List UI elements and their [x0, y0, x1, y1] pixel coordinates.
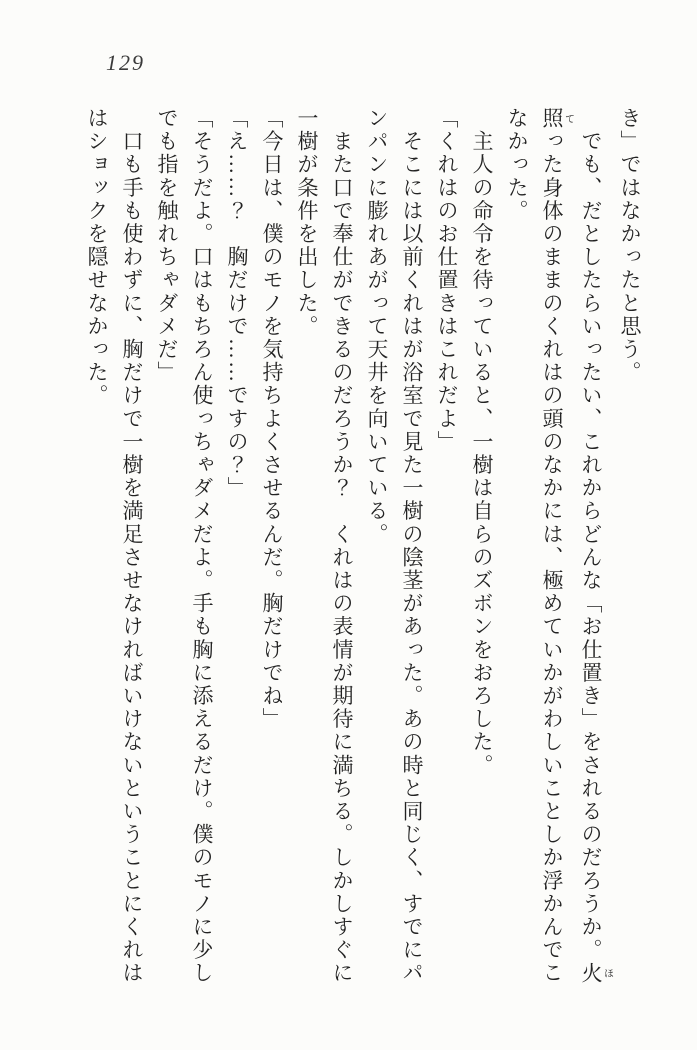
- text-line-11: 「今日は、僕のモノを気持ちよくさせるんだ。胸だけでね」: [260, 107, 284, 731]
- text-line-16: はショックを隠せなかった。: [85, 107, 109, 408]
- text-line-10: 一樹が条件を出した。: [295, 107, 319, 338]
- text-line-14: でも指を触れちゃダメだ」: [155, 107, 179, 385]
- vertical-text-block: [79, 107, 647, 989]
- text-line-8: ンパンに膨れあがって天井を向いている。: [365, 107, 389, 546]
- text-line-1: き」ではなかったと思う。: [618, 107, 642, 385]
- text-line-2: でも、だとしたらいったい、これからどんな「お仕置き」をされるのだろうか。火ほ: [579, 107, 613, 985]
- text-line-13: 「そうだよ。口はもちろん使っちゃダメだよ。手も胸に添えるだけ。僕のモノに少し: [190, 107, 214, 985]
- page-number: 129: [106, 50, 145, 75]
- text-line-5: 主人の命令を待っていると、一樹は自らのズボンをおろした。: [470, 107, 494, 777]
- text-line-6: 「くれはのお仕置きはこれだよ」: [435, 107, 459, 454]
- text-line-3: 照てった身体のままのくれはの頭のなかには、極めていかがわしいことしか浮かんでこ: [540, 107, 574, 985]
- text-line-9: また口で奉仕ができるのだろうか？ くれはの表情が期待に満ちる。しかしすぐに: [330, 107, 354, 985]
- text-line-12: 「え……？ 胸だけで……ですの？」: [225, 107, 249, 500]
- text-line-7: そこには以前くれはが浴室で見た一樹の陰茎があった。あの時と同じく、すでにパ: [400, 107, 424, 985]
- text-line-15: 口も手も使わずに、胸だけで一樹を満足させなければいけないということにくれは: [120, 107, 144, 985]
- text-line-4: なかった。: [505, 107, 529, 223]
